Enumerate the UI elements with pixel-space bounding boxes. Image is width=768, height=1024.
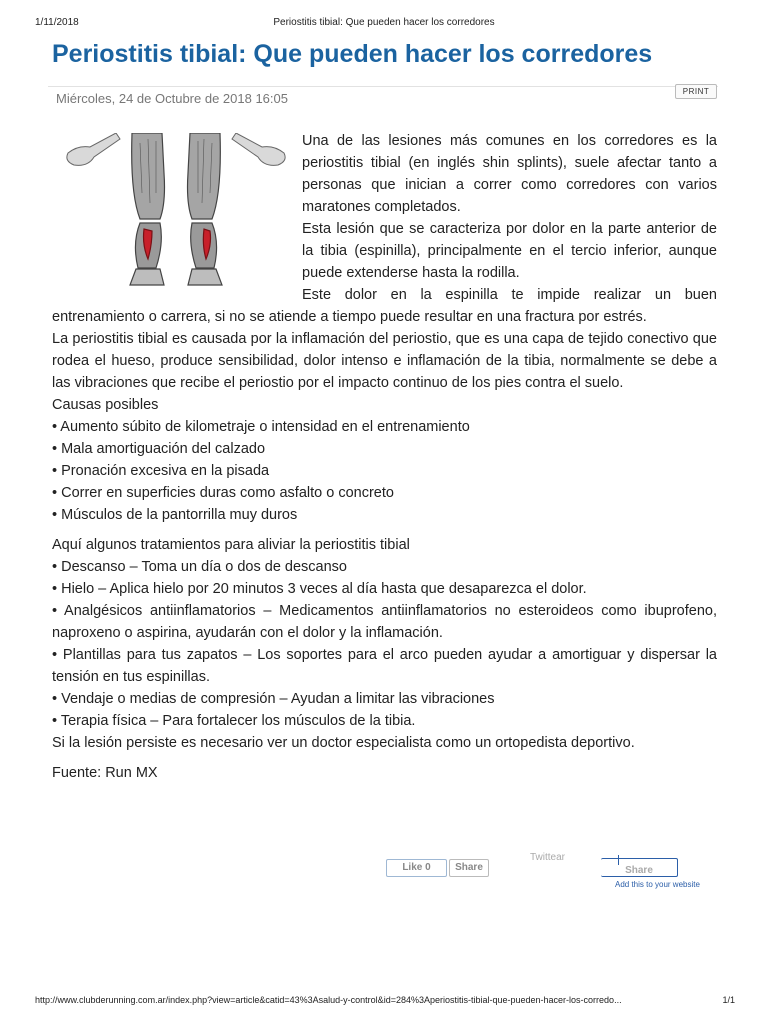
- print-date: 1/11/2018: [35, 17, 79, 28]
- cause-item: • Pronación excesiva en la pisada: [52, 463, 270, 479]
- closing-paragraph: Si la lesión persiste es necesario ver un doctor especialista como un ortopedista deportivo.: [52, 735, 635, 751]
- causes-heading: Causas posibles: [52, 397, 159, 413]
- like-count: 0: [425, 862, 431, 873]
- print-button[interactable]: PRINT: [675, 84, 717, 99]
- treatment-item: • Plantillas para tus zapatos – Los soportes para el arco pueden ayudar a amortiguar y dispersar la tensión en tus espinillas.: [52, 647, 717, 685]
- treatment-item: • Vendaje o medias de compresión – Ayudan a limitar las vibraciones: [52, 691, 495, 707]
- article-title[interactable]: Periostitis tibial: Que pueden hacer los corredores: [52, 40, 653, 68]
- print-title: Periostitis tibial: Que pueden hacer los corredores: [273, 17, 495, 28]
- paragraph-3: Este dolor en la espinilla te impide realizar un buen entrenamiento o carrera, si no se atiende a tiempo puede resultar en una fractura por estrés.: [52, 287, 717, 325]
- paragraph-2: Esta lesión que se caracteriza por dolor en la parte anterior de la tibia (espinilla), principalmente en el tercio inferior, aunque puede extenderse hasta la rodilla.: [302, 221, 717, 281]
- paragraph-4: La periostitis tibial es causada por la inflamación del periostio, que es una capa de tejido conectivo que rodea el hueso, produce sensibilidad, dolor intenso e inflamación de la tibia, normalmente se debe a las vibraciones que recibe el periostio por el impacto continuo de los pies contra el suelo.: [52, 331, 717, 391]
- treatment-item: • Terapia física – Para fortalecer los músculos de la tibia.: [52, 713, 416, 729]
- like-label: Like: [402, 862, 423, 873]
- source-line: Fuente: Run MX: [52, 765, 158, 781]
- treatment-item: • Hielo – Aplica hielo por 20 minutos 3 veces al día hasta que desaparezca el dolor.: [52, 581, 587, 597]
- share-box-tick: [618, 855, 619, 865]
- page-number: 1/1: [722, 995, 735, 1005]
- print-header: [35, 17, 733, 31]
- share-button[interactable]: Share: [449, 859, 489, 877]
- print-footer: [35, 995, 735, 1009]
- treatments-heading: Aquí algunos tratamientos para aliviar la periostitis tibial: [52, 537, 410, 553]
- treatment-item: • Analgésicos antiinflamatorios – Medicamentos antiinflamatorios no esteroideos como ibuprofeno, naproxeno o aspirina, ayudarán con el dolor y la inflamación.: [52, 603, 717, 641]
- cause-item: • Correr en superficies duras como asfalto o concreto: [52, 485, 394, 501]
- footer-url: http://www.clubderunning.com.ar/index.php?view=article&catid=43%3Asalud-y-control&id=284%3Aperiostitis-tibial-que-pueden-hacer-los-corredo...: [35, 995, 622, 1005]
- share-box-label: Share: [625, 865, 653, 876]
- like-button[interactable]: [386, 859, 447, 877]
- tweet-link[interactable]: Twittear: [530, 852, 566, 863]
- treatment-item: • Descanso – Toma un día o dos de descanso: [52, 559, 347, 575]
- social-bar: [0, 848, 768, 898]
- spacer: [52, 754, 717, 762]
- publish-date: Miércoles, 24 de Octubre de 2018 16:05: [56, 91, 288, 106]
- title-divider: [48, 86, 718, 87]
- intro-paragraph: Una de las lesiones más comunes en los corredores es la periostitis tibial (en inglés shin splints), suele afectar tanto a personas que inician a correr como corredores con varios maratones completados.: [302, 133, 717, 215]
- addthis-share-button[interactable]: [601, 858, 678, 877]
- article-body: [52, 130, 717, 784]
- spacer: [52, 526, 717, 534]
- add-to-website-link[interactable]: Add this to your website: [615, 880, 700, 889]
- cause-item: • Mala amortiguación del calzado: [52, 441, 266, 457]
- cause-item: • Músculos de la pantorrilla muy duros: [52, 507, 298, 523]
- cause-item: • Aumento súbito de kilometraje o intensidad en el entrenamiento: [52, 419, 470, 435]
- figure-space: [52, 130, 302, 304]
